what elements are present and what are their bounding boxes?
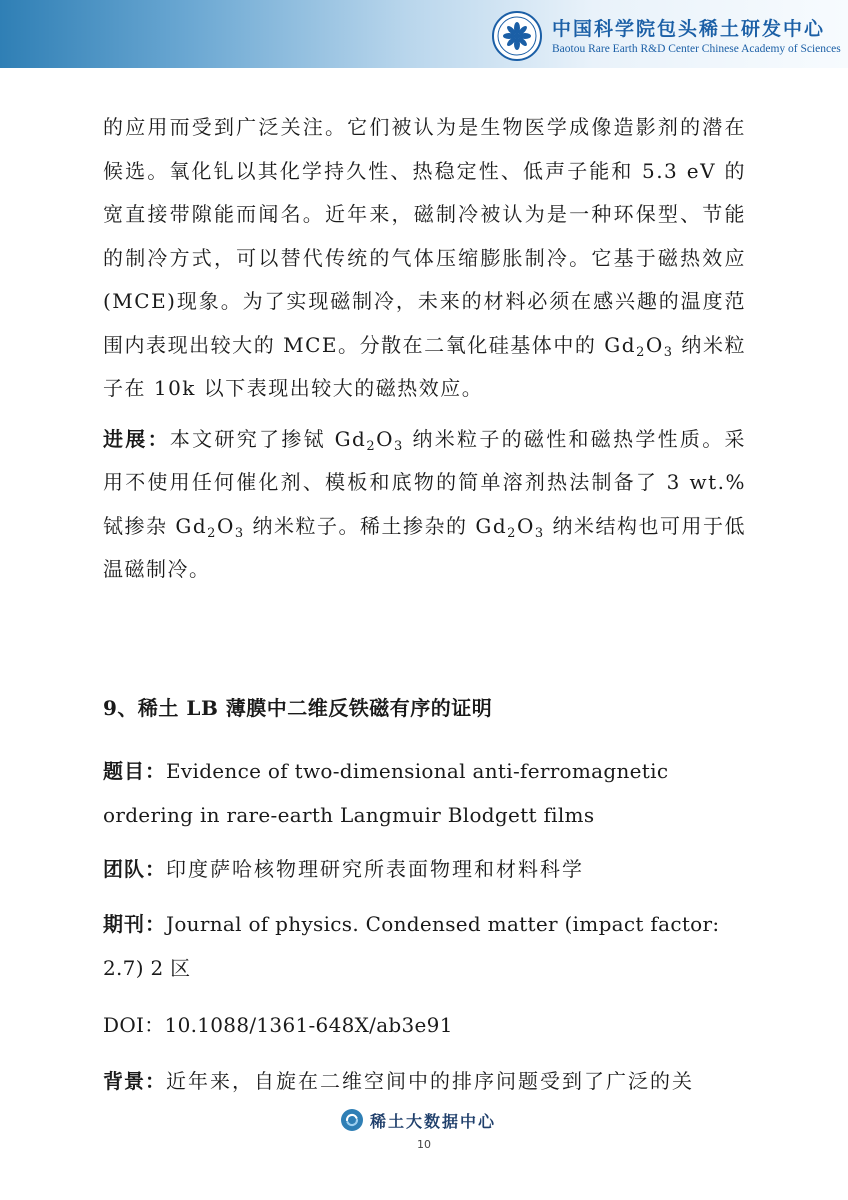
formula-o: O bbox=[516, 513, 535, 538]
footer-brand-label: 稀土大数据中心 bbox=[370, 1111, 497, 1131]
topic-row bbox=[103, 750, 748, 837]
formula-sub-2: 2 bbox=[507, 525, 517, 541]
formula-sub-2: 2 bbox=[366, 438, 377, 454]
footer-brand bbox=[340, 1107, 496, 1133]
progress-text: 纳米粒子的磁性和磁热学性质。采用不使用任何催化剂、模板和底物的简单溶剂热法制备了 3 wt.%铽掺杂 bbox=[103, 426, 747, 538]
background-row bbox=[103, 1060, 748, 1104]
progress-paragraph bbox=[103, 418, 746, 592]
formula-sub-3: 3 bbox=[234, 525, 245, 541]
data-center-logo-icon bbox=[340, 1108, 364, 1132]
journal-value: Journal of physics. Condensed matter (impact factor: 2.7) 2 区 bbox=[103, 912, 720, 980]
formula-sub-3: 3 bbox=[534, 525, 545, 541]
doi-row bbox=[103, 1004, 748, 1048]
formula-gd: Gd bbox=[334, 426, 367, 451]
doi-label: DOI： bbox=[103, 1013, 165, 1037]
formula-gd: Gd bbox=[475, 513, 508, 538]
formula-o: O bbox=[216, 513, 235, 538]
intro-text: 的应用而受到广泛关注。它们被认为是生物医学成像造影剂的潜在候选。氧化钆以其化学持久性、热稳定性、低声子能和 5.3 eV 的宽直接带隙能而闻名。近年来，磁制冷被认为是一种环保型、节能的制冷方式，可以替代传统的气体压缩膨胀制冷。它基于磁热效应(MCE)现象。为了实现磁制冷，未来的材料必须在感兴趣的温度范围内表现出较大的 MCE。分散在二氧化硅基体中的 bbox=[103, 115, 746, 357]
progress-label: 进展： bbox=[103, 426, 170, 451]
team-row bbox=[103, 848, 748, 892]
formula-gd: Gd bbox=[604, 332, 637, 357]
team-value: 印度萨哈核物理研究所表面物理和材料科学 bbox=[166, 857, 584, 881]
org-name-en: Baotou Rare Earth R&D Center Chinese Academy of Sciences bbox=[552, 43, 841, 55]
intro-text-end: 纳米粒子在 10k 以下表现出较大的磁热效应。 bbox=[103, 332, 746, 400]
doi-value: 10.1088/1361-648X/ab3e91 bbox=[164, 1013, 453, 1037]
progress-text: 纳米结构也可用于低温磁制冷。 bbox=[103, 513, 747, 581]
background-value: 近年来，自旋在二维空间中的排序问题受到了广泛的关 bbox=[166, 1069, 694, 1093]
journal-row bbox=[103, 903, 748, 990]
team-label: 团队： bbox=[103, 857, 166, 881]
formula-o: O bbox=[376, 426, 395, 451]
progress-text: 本文研究了掺铽 bbox=[169, 426, 335, 451]
org-name-cn: 中国科学院包头稀土研发中心 bbox=[552, 18, 826, 40]
cas-emblem-icon bbox=[492, 11, 542, 61]
formula-gd: Gd bbox=[175, 513, 208, 538]
formula-sub-2: 2 bbox=[636, 344, 646, 360]
formula-o: O bbox=[645, 332, 664, 357]
topic-value: Evidence of two-dimensional anti-ferromagnetic ordering in rare-earth Langmuir Blodgett films bbox=[103, 759, 669, 827]
page-number: 10 bbox=[417, 1138, 431, 1151]
progress-text: 纳米粒子。稀土掺杂的 bbox=[244, 513, 476, 538]
journal-label: 期刊： bbox=[103, 912, 166, 936]
formula-sub-2: 2 bbox=[207, 525, 217, 541]
topic-label: 题目： bbox=[103, 759, 166, 783]
intro-paragraph bbox=[103, 106, 746, 411]
article-body bbox=[103, 106, 746, 592]
page-header bbox=[0, 0, 848, 68]
background-label: 背景： bbox=[103, 1069, 166, 1093]
formula-sub-3: 3 bbox=[663, 344, 674, 360]
section-title: 9、稀土 LB 薄膜中二维反铁磁有序的证明 bbox=[103, 696, 493, 720]
formula-sub-3: 3 bbox=[394, 438, 404, 454]
